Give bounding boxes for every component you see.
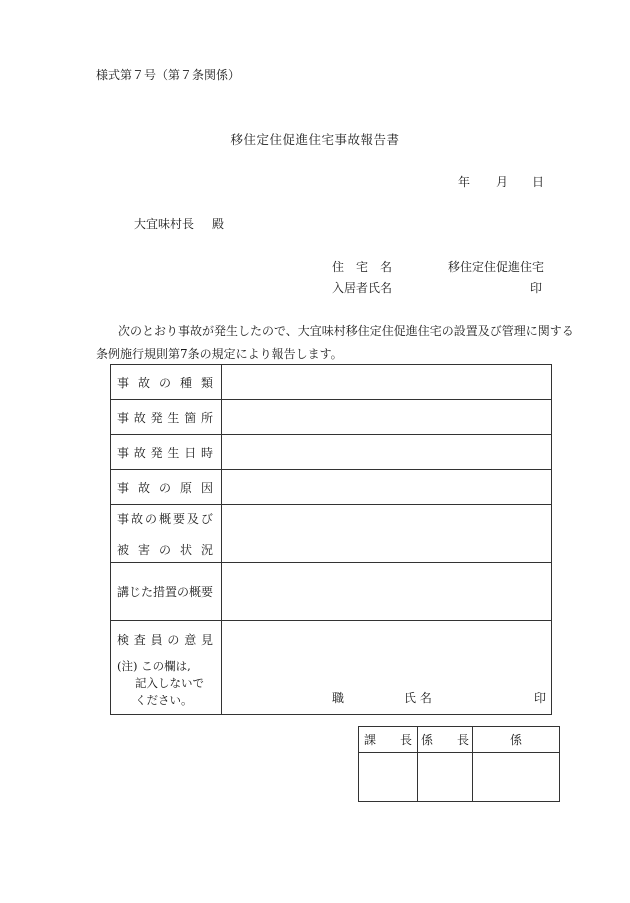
table-row bbox=[111, 505, 552, 563]
label-accident-location: 事 故 発 生 箇 所 bbox=[111, 400, 222, 435]
addressee-name: 大宜味村長 bbox=[134, 217, 195, 231]
resident-seal: 印 bbox=[530, 281, 543, 295]
statement-line-1: 次のとおり事故が発生したので、大宜味村移住定住促進住宅の設置及び管理に関する bbox=[118, 324, 574, 338]
table-row bbox=[111, 435, 552, 470]
inspector-note: (注) この欄は, 記入しないで ください。 bbox=[117, 659, 204, 707]
table-row bbox=[111, 470, 552, 505]
field-accident-type[interactable] bbox=[222, 365, 552, 400]
resident-name-label: 入居者氏名 bbox=[332, 281, 393, 295]
house-name-value: 移住定住促進住宅 bbox=[448, 260, 545, 274]
table-row bbox=[111, 621, 552, 715]
statement-line-2: 条例施行規則第7条の規定により報告します。 bbox=[96, 347, 343, 361]
label-measures-taken: 講じた措置の概要 bbox=[111, 563, 222, 621]
inspector-title-label: 職 bbox=[332, 691, 345, 705]
field-accident-cause[interactable] bbox=[222, 470, 552, 505]
label-accident-cause: 事 故 の 原 因 bbox=[111, 470, 222, 505]
label-accident-datetime: 事 故 発 生 日 時 bbox=[111, 435, 222, 470]
house-name-label: 住 宅 名 bbox=[332, 260, 393, 274]
field-inspector-opinion[interactable] bbox=[222, 621, 552, 715]
field-accident-summary[interactable] bbox=[222, 505, 552, 563]
label-accident-type: 事 故 の 種 類 bbox=[111, 365, 222, 400]
date-month: 月 bbox=[496, 175, 509, 189]
approval-stamp-table bbox=[358, 726, 560, 802]
field-accident-location[interactable] bbox=[222, 400, 552, 435]
stamp-header-section-chief: 課 長 bbox=[359, 727, 418, 753]
stamp-header-subsection-chief: 係 長 bbox=[418, 727, 473, 753]
inspector-seal: 印 bbox=[534, 691, 547, 705]
date-year: 年 bbox=[458, 175, 471, 189]
inspector-name-label: 氏 名 bbox=[404, 691, 432, 705]
addressee bbox=[134, 215, 224, 232]
document-title: 移住定住促進住宅事故報告書 bbox=[230, 132, 400, 147]
addressee-honorific: 殿 bbox=[212, 217, 225, 231]
form-number-label: 様式第７号（第７条関係） bbox=[96, 68, 241, 82]
label-inspector-opinion: 検 査 員 の 意 見 (注) この欄は, 記入しないで ください。 bbox=[111, 621, 222, 715]
stamp-box-staff[interactable] bbox=[473, 753, 560, 802]
report-table bbox=[110, 364, 552, 715]
stamp-box-subsection-chief[interactable] bbox=[418, 753, 473, 802]
report-statement bbox=[96, 320, 574, 366]
stamp-header-staff: 係 bbox=[473, 727, 560, 753]
field-accident-datetime[interactable] bbox=[222, 435, 552, 470]
date-day: 日 bbox=[532, 175, 545, 189]
label-accident-summary: 事 故 の 概 要 及 び 被 害 の 状 況 bbox=[111, 505, 222, 563]
table-row bbox=[111, 365, 552, 400]
field-measures-taken[interactable] bbox=[222, 563, 552, 621]
stamp-box-section-chief[interactable] bbox=[359, 753, 418, 802]
table-row bbox=[111, 400, 552, 435]
table-row bbox=[111, 563, 552, 621]
